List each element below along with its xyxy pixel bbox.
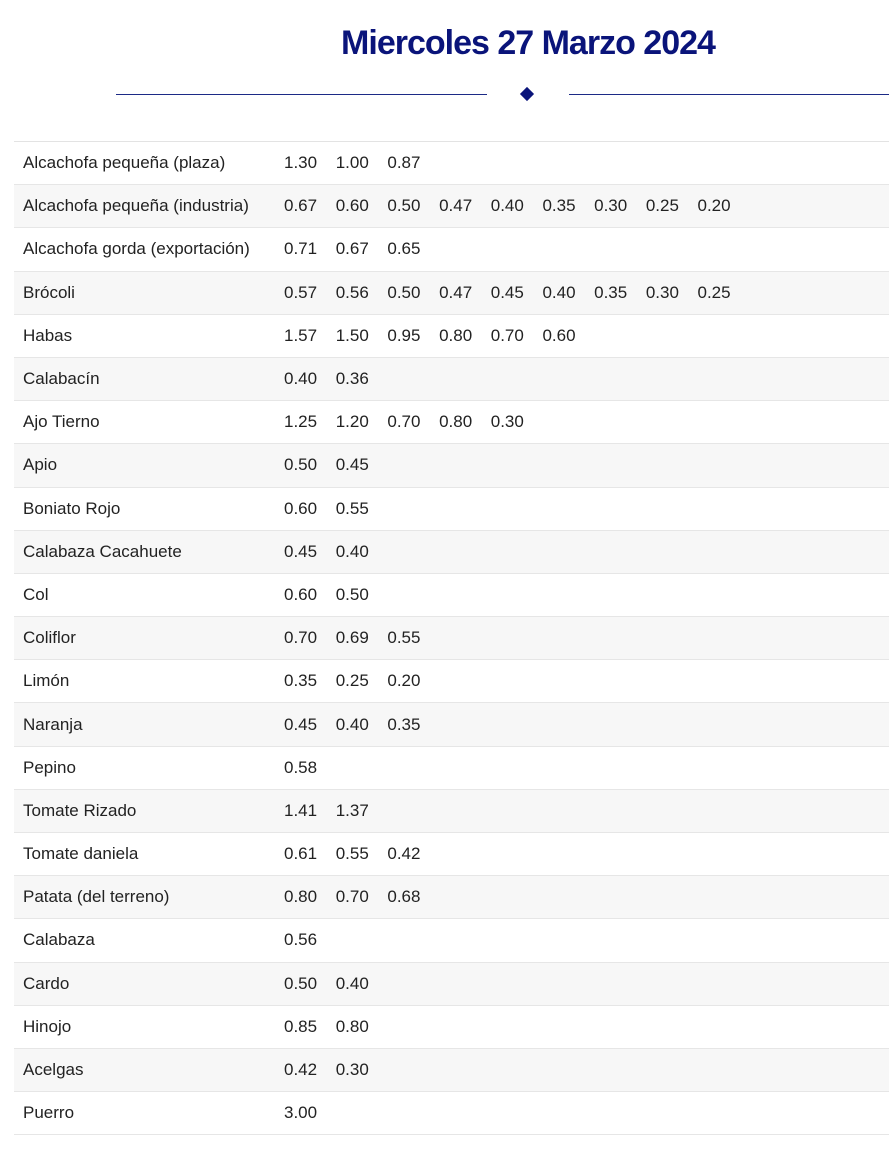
table-row bbox=[14, 1006, 889, 1049]
product-name: Tomate Rizado bbox=[23, 800, 137, 820]
price-cell: 0.60 bbox=[284, 584, 318, 604]
price-cell: 0.25 bbox=[335, 671, 369, 691]
table-row bbox=[14, 574, 889, 617]
price-cell: 0.70 bbox=[284, 628, 318, 648]
price-cell: 0.68 bbox=[387, 887, 421, 907]
title-divider bbox=[0, 86, 889, 104]
table-row bbox=[14, 1092, 889, 1135]
table-row bbox=[14, 703, 889, 746]
table-row bbox=[14, 747, 889, 790]
price-cell: 0.50 bbox=[387, 282, 421, 302]
table-row bbox=[14, 228, 889, 271]
price-list bbox=[284, 801, 387, 821]
price-cell: 0.45 bbox=[284, 714, 318, 734]
product-name: Alcachofa pequeña (industria) bbox=[23, 196, 249, 216]
price-cell: 0.87 bbox=[387, 153, 421, 173]
price-list bbox=[284, 239, 439, 259]
price-cell: 0.42 bbox=[284, 1060, 318, 1080]
price-cell: 0.45 bbox=[490, 282, 524, 302]
product-name: Pepino bbox=[23, 757, 76, 777]
product-name: Ajo Tierno bbox=[23, 412, 100, 432]
table-row bbox=[14, 185, 889, 228]
table-row bbox=[14, 488, 889, 531]
product-name: Calabaza Cacahuete bbox=[23, 541, 182, 561]
product-name: Habas bbox=[23, 325, 73, 345]
price-list bbox=[284, 412, 542, 432]
product-name: Patata (del terreno) bbox=[23, 887, 170, 907]
table-row bbox=[14, 1049, 889, 1092]
price-cell: 3.00 bbox=[284, 1103, 318, 1123]
price-cell: 0.55 bbox=[387, 628, 421, 648]
product-name: Brócoli bbox=[23, 282, 75, 302]
price-cell: 0.40 bbox=[335, 714, 369, 734]
product-name: Alcachofa gorda (exportación) bbox=[23, 239, 250, 259]
price-cell: 0.42 bbox=[387, 844, 421, 864]
product-name: Col bbox=[23, 584, 49, 604]
table-row bbox=[14, 315, 889, 358]
price-cell: 0.25 bbox=[697, 282, 731, 302]
price-list bbox=[284, 283, 749, 303]
price-list bbox=[284, 1060, 387, 1080]
table-row bbox=[14, 401, 889, 444]
price-cell: 0.40 bbox=[335, 973, 369, 993]
price-cell: 1.20 bbox=[335, 412, 369, 432]
price-cell: 0.35 bbox=[542, 196, 576, 216]
price-list bbox=[284, 542, 387, 562]
price-cell: 0.80 bbox=[335, 1016, 369, 1036]
price-cell: 0.60 bbox=[542, 325, 576, 345]
table-row bbox=[14, 963, 889, 1006]
price-list bbox=[284, 369, 387, 389]
price-cell: 1.50 bbox=[335, 325, 369, 345]
price-cell: 0.50 bbox=[335, 584, 369, 604]
table-row bbox=[14, 617, 889, 660]
price-cell: 0.55 bbox=[335, 844, 369, 864]
price-cell: 0.40 bbox=[542, 282, 576, 302]
price-cell: 1.25 bbox=[284, 412, 318, 432]
price-cell: 0.20 bbox=[697, 196, 731, 216]
price-list bbox=[284, 455, 387, 475]
price-cell: 0.45 bbox=[284, 541, 318, 561]
price-table bbox=[14, 141, 889, 1135]
table-row bbox=[14, 142, 889, 185]
price-cell: 0.40 bbox=[335, 541, 369, 561]
price-cell: 0.85 bbox=[284, 1016, 318, 1036]
price-cell: 0.47 bbox=[439, 282, 473, 302]
price-cell: 0.47 bbox=[439, 196, 473, 216]
table-row bbox=[14, 272, 889, 315]
price-list bbox=[284, 326, 594, 346]
divider-line-left bbox=[116, 94, 487, 95]
price-cell: 0.65 bbox=[387, 239, 421, 259]
price-cell: 0.25 bbox=[645, 196, 679, 216]
table-row bbox=[14, 660, 889, 703]
price-cell: 0.95 bbox=[387, 325, 421, 345]
price-cell: 1.30 bbox=[284, 153, 318, 173]
table-row bbox=[14, 358, 889, 401]
price-list bbox=[284, 974, 387, 994]
price-cell: 0.67 bbox=[284, 196, 318, 216]
price-cell: 0.80 bbox=[284, 887, 318, 907]
price-cell: 0.57 bbox=[284, 282, 318, 302]
price-cell: 0.71 bbox=[284, 239, 318, 259]
price-cell: 0.67 bbox=[335, 239, 369, 259]
price-cell: 0.40 bbox=[490, 196, 524, 216]
price-list bbox=[284, 153, 439, 173]
product-name: Naranja bbox=[23, 714, 83, 734]
price-list bbox=[284, 628, 439, 648]
price-cell: 0.35 bbox=[387, 714, 421, 734]
price-cell: 0.35 bbox=[284, 671, 318, 691]
product-name: Puerro bbox=[23, 1103, 75, 1123]
price-cell: 1.00 bbox=[335, 153, 369, 173]
product-name: Coliflor bbox=[23, 628, 76, 648]
page-title: Miercoles 27 Marzo 2024 bbox=[341, 24, 715, 62]
product-name: Acelgas bbox=[23, 1060, 84, 1080]
price-cell: 0.80 bbox=[439, 325, 473, 345]
price-cell: 0.50 bbox=[387, 196, 421, 216]
price-cell: 0.50 bbox=[284, 455, 318, 475]
price-cell: 0.20 bbox=[387, 671, 421, 691]
price-list bbox=[284, 715, 439, 735]
divider-line-right bbox=[569, 94, 889, 95]
price-list bbox=[284, 887, 439, 907]
price-cell: 1.57 bbox=[284, 325, 318, 345]
price-cell: 0.80 bbox=[439, 412, 473, 432]
price-cell: 0.70 bbox=[387, 412, 421, 432]
price-cell: 0.30 bbox=[490, 412, 524, 432]
product-name: Calabaza bbox=[23, 930, 95, 950]
price-list bbox=[284, 196, 749, 216]
price-cell: 0.55 bbox=[335, 498, 369, 518]
price-cell: 0.50 bbox=[284, 973, 318, 993]
price-cell: 1.37 bbox=[335, 800, 369, 820]
price-cell: 0.58 bbox=[284, 757, 318, 777]
product-name: Cardo bbox=[23, 973, 70, 993]
product-name: Apio bbox=[23, 455, 58, 475]
price-cell: 0.36 bbox=[335, 369, 369, 389]
table-row bbox=[14, 444, 889, 487]
diamond-icon bbox=[520, 87, 534, 101]
price-cell: 0.70 bbox=[335, 887, 369, 907]
product-name: Boniato Rojo bbox=[23, 498, 121, 518]
price-list bbox=[284, 671, 439, 691]
price-list bbox=[284, 1103, 336, 1123]
price-cell: 0.40 bbox=[284, 369, 318, 389]
price-cell: 0.56 bbox=[335, 282, 369, 302]
table-row bbox=[14, 833, 889, 876]
price-cell: 0.30 bbox=[335, 1060, 369, 1080]
price-cell: 0.45 bbox=[335, 455, 369, 475]
product-name: Limón bbox=[23, 671, 70, 691]
price-cell: 0.69 bbox=[335, 628, 369, 648]
price-cell: 0.70 bbox=[490, 325, 524, 345]
product-name: Tomate daniela bbox=[23, 844, 139, 864]
price-list bbox=[284, 930, 336, 950]
price-list bbox=[284, 758, 336, 778]
price-list bbox=[284, 499, 387, 519]
price-cell: 0.60 bbox=[335, 196, 369, 216]
price-cell: 0.56 bbox=[284, 930, 318, 950]
table-row bbox=[14, 790, 889, 833]
price-cell: 1.41 bbox=[284, 800, 318, 820]
product-name: Calabacín bbox=[23, 369, 100, 389]
price-cell: 0.35 bbox=[594, 282, 628, 302]
price-list bbox=[284, 844, 439, 864]
price-list bbox=[284, 1017, 387, 1037]
product-name: Hinojo bbox=[23, 1016, 72, 1036]
price-cell: 0.60 bbox=[284, 498, 318, 518]
price-cell: 0.61 bbox=[284, 844, 318, 864]
table-row bbox=[14, 876, 889, 919]
table-row bbox=[14, 531, 889, 574]
price-cell: 0.30 bbox=[645, 282, 679, 302]
table-row bbox=[14, 919, 889, 962]
price-list bbox=[284, 585, 387, 605]
price-cell: 0.30 bbox=[594, 196, 628, 216]
product-name: Alcachofa pequeña (plaza) bbox=[23, 153, 226, 173]
